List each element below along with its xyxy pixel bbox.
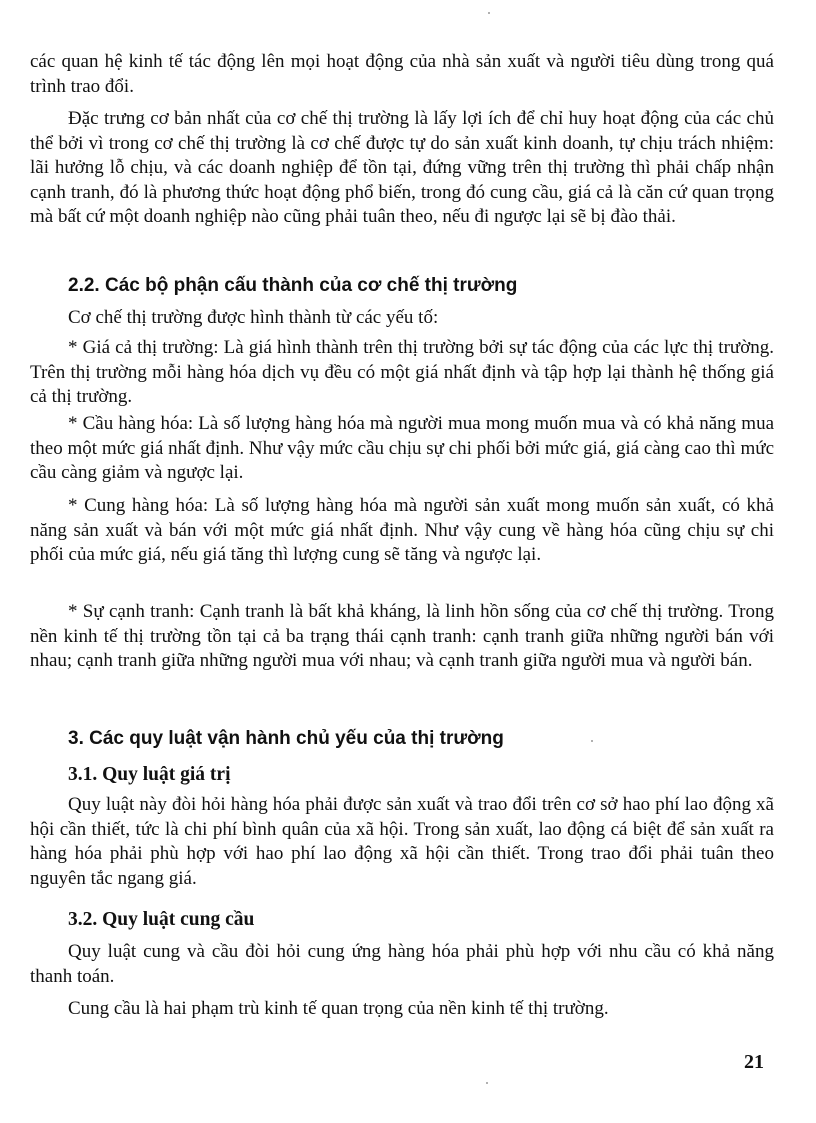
paragraph-supply-demand-categories: Cung cầu là hai phạm trù kinh tế quan trọng của nền kinh tế thị trường. (68, 998, 609, 1019)
paragraph-components-intro: Cơ chế thị trường được hình thành từ các yếu tố: (68, 307, 439, 328)
scan-speck (591, 740, 593, 742)
paragraph-supply-demand-law: Quy luật cung và cầu đòi hỏi cung ứng hàng hóa phải phù hợp với nhu cầu có khả năng thanh toán. (30, 941, 774, 987)
paragraph-competition: * Sự cạnh tranh: Cạnh tranh là bất khả kháng, là linh hồn sống của cơ chế thị trường. Trong nền kinh tế thị trường tồn tại cả ba trạng thái cạnh tranh: cạnh tranh giữa những người bán với nhau; cạnh tranh giữa những người mua với nhau; và cạnh tranh giữa người mua và người bán. (30, 601, 774, 672)
heading-2-2: 2.2. Các bộ phận cấu thành của cơ chế thị trường (68, 275, 518, 296)
paragraph-continuation: các quan hệ kinh tế tác động lên mọi hoạt động của nhà sản xuất và người tiêu dùng trong quá trình trao đổi. (30, 51, 774, 97)
heading-3-1: 3.1. Quy luật giá trị (68, 764, 231, 785)
page-number: 21 (744, 1051, 764, 1073)
paragraph-market-mechanism-feature: Đặc trưng cơ bản nhất của cơ chế thị trường là lấy lợi ích để chỉ huy hoạt động của các chủ thể bởi vì trong cơ chế thị trường là cơ chế được tự do sản xuất kinh doanh, tự chịu trách nhiệm: lãi hưởng lỗ chịu, và các doanh nghiệp để tồn tại, đứng vững trên thị trường thì phải chấp nhận cạnh tranh, đó là phương thức hoạt động phổ biến, trong đó cung cầu, giá cả là căn cứ quan trọng mà bất cứ một doanh nghiệp nào cũng phải tuân theo, nếu đi ngược lại sẽ bị đào thải. (30, 108, 774, 228)
heading-3: 3. Các quy luật vận hành chủ yếu của thị trường (68, 728, 504, 749)
heading-3-2: 3.2. Quy luật cung cầu (68, 909, 255, 930)
paragraph-value-law: Quy luật này đòi hỏi hàng hóa phải được sản xuất và trao đổi trên cơ sở hao phí lao động xã hội cần thiết, tức là chi phí bình quân của xã hội. Trong sản xuất, lao động cá biệt để sản xuất ra hàng hóa phải phù hợp với hao phí lao động xã hội cần thiết. Trong trao đổi phải tuân theo nguyên tắc ngang giá. (30, 794, 774, 889)
scan-speck (488, 12, 490, 14)
paragraph-supply: * Cung hàng hóa: Là số lượng hàng hóa mà người sản xuất mong muốn sản xuất, có khả năng sản xuất và bán với một mức giá nhất định. Như vậy cung về hàng hóa cũng chịu sự chi phối của mức giá, nếu giá tăng thì lượng cung sẽ tăng và ngược lại. (30, 495, 774, 566)
paragraph-market-price: * Giá cả thị trường: Là giá hình thành trên thị trường bởi sự tác động của các lực thị trường. Trên thị trường mỗi hàng hóa dịch vụ đều có một giá nhất định và tập hợp lại thành hệ thống giá cả thị trường. (30, 337, 774, 408)
scan-speck (486, 1082, 488, 1084)
paragraph-demand: * Cầu hàng hóa: Là số lượng hàng hóa mà người mua mong muốn mua và có khả năng mua theo một mức giá nhất định. Như vậy mức cầu chịu sự chi phối bởi mức giá, giá càng cao thì mức cầu càng giảm và ngược lại. (30, 413, 774, 484)
